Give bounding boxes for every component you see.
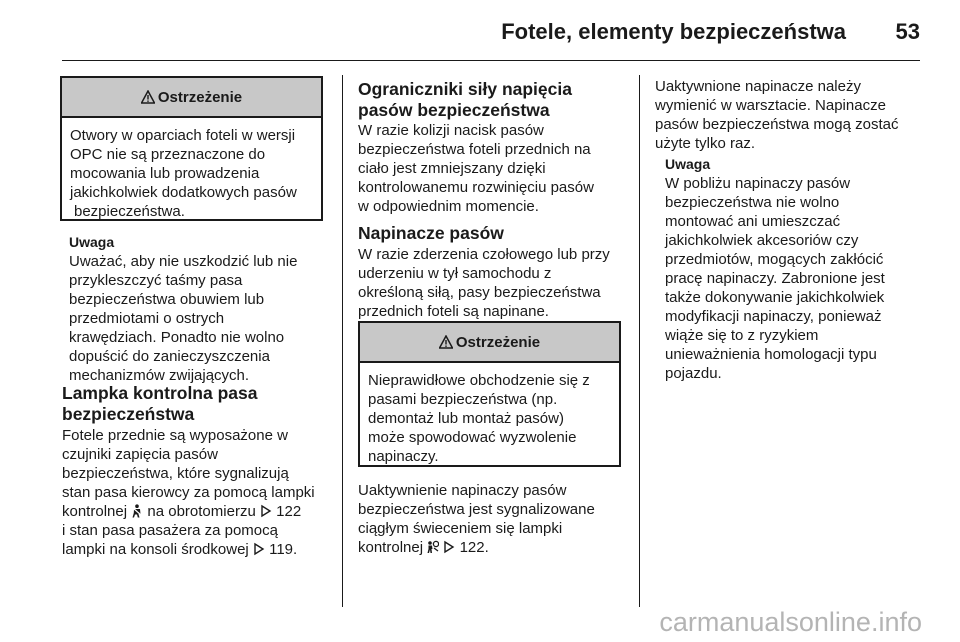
- text-line: ciało jest zmniejszany dzięki: [358, 160, 546, 177]
- text-line: pasami bezpieczeństwa (np.: [368, 391, 558, 408]
- text-line: wiąże się to z ryzykiem: [665, 327, 819, 344]
- warning-heading: Ostrzeżenie: [455, 333, 541, 351]
- text-fragment: na obrotomierzu: [147, 503, 256, 520]
- text-line: czujniki zapięcia pasów: [62, 446, 218, 463]
- warning-triangle-icon: [141, 90, 155, 104]
- warning-box-opc-seats: [60, 76, 323, 221]
- text-line: Uaktywnienie napinaczy pasów: [358, 482, 567, 499]
- text-line: W pobliżu napinaczy pasów: [665, 175, 851, 192]
- seatbelt-reminder-icon: [131, 504, 143, 518]
- text-line: montować ani umieszczać: [665, 213, 841, 230]
- text-line: użyte tylko raz.: [655, 135, 756, 152]
- text-line: przedmiotów, mogących zakłócić: [665, 251, 884, 268]
- text-line: modyfikacji napinaczy, ponieważ: [665, 308, 882, 325]
- note-label: Uwaga: [665, 156, 711, 172]
- watermark: carmanualsonline.info: [659, 607, 922, 637]
- text-line: kontrolowanemu rozwinięciu pasów: [358, 179, 594, 196]
- note-belt-damage: [69, 233, 297, 385]
- text-line: i stan pasa pasażera za pomocą: [62, 522, 278, 539]
- text-line: Nieprawidłowe obchodzenie się z: [368, 372, 590, 389]
- text-line: mocowania lub prowadzenia: [70, 165, 260, 182]
- text-line: bezpieczeństwa jest sygnalizowane: [358, 501, 595, 518]
- page-reference-arrow-icon[interactable]: [260, 504, 272, 518]
- page-reference-link[interactable]: 122: [276, 503, 302, 520]
- text-line: unieważnienia homologacji typu: [665, 346, 877, 363]
- note-accessories: [665, 155, 885, 383]
- text-line: w odpowiednim momencie.: [358, 198, 539, 215]
- page-reference-arrow-icon[interactable]: [443, 540, 455, 554]
- text-line: [358, 538, 595, 557]
- text-line: bezpieczeństwa nie wolno: [665, 194, 840, 211]
- text-line: napinaczy.: [368, 448, 439, 465]
- text-line: [62, 502, 315, 521]
- text-line: mechanizmów zwijających.: [69, 367, 250, 384]
- text-line: przedmiotami o ostrych: [69, 310, 225, 327]
- page-header-title: Fotele, elementy bezpieczeństwa: [501, 19, 846, 44]
- text-line: demontaż lub montaż pasów): [368, 410, 564, 427]
- text-line: bezpieczeństwa foteli przednich na: [358, 141, 591, 158]
- text-line: przykleszczyć taśmy pasa: [69, 272, 243, 289]
- heading-line: Lampka kontrolna pasa: [62, 383, 258, 403]
- text-fragment: lampki na konsoli środkowej: [62, 541, 249, 558]
- section-body-pretensioners: [358, 245, 610, 321]
- text-line: jakichkolwiek dodatkowych pasów: [70, 184, 297, 201]
- header-divider: [62, 60, 920, 61]
- text-line: pracę napinaczy. Zabronione jest: [665, 270, 885, 287]
- warning-box-header: [62, 78, 321, 118]
- section-heading-load-limiters: [358, 79, 572, 121]
- text-line: przednich foteli są napinane.: [358, 303, 549, 320]
- text-line: może spowodować wyzwolenie: [368, 429, 577, 446]
- warning-body: [62, 118, 321, 221]
- paragraph-pretensioner-activation: [358, 481, 595, 557]
- text-line: krawędziach. Ponadto nie wolno: [69, 329, 285, 346]
- page-reference-link[interactable]: 122.: [459, 539, 489, 556]
- column-divider-1: [342, 75, 343, 607]
- text-fragment: kontrolnej: [358, 539, 424, 556]
- text-line: ciągłym świeceniem się lampki: [358, 520, 563, 537]
- text-line: Fotele przednie są wyposażone w: [62, 427, 288, 444]
- text-line: W razie zderzenia czołowego lub przy: [358, 246, 610, 263]
- page-reference-arrow-icon[interactable]: [253, 542, 265, 556]
- note-label: Uwaga: [69, 234, 115, 250]
- warning-heading: Ostrzeżenie: [157, 88, 243, 106]
- section-heading-pretensioners: Napinacze pasów: [358, 223, 504, 243]
- section-body-seatbelt-light: [62, 426, 315, 559]
- text-line: dopuścić do zanieczyszczenia: [69, 348, 270, 365]
- heading-line: Ograniczniki siły napięcia: [358, 79, 572, 99]
- text-line: uderzeniu w tył samochodu z: [358, 265, 552, 282]
- warning-triangle-icon: [439, 335, 453, 349]
- page-reference-link[interactable]: 119.: [269, 541, 298, 558]
- page-number: 53: [895, 19, 920, 44]
- text-line: OPC nie są przeznaczone do: [70, 146, 266, 163]
- text-line: W razie kolizji nacisk pasów: [358, 122, 544, 139]
- text-line: pojazdu.: [665, 365, 722, 382]
- heading-line: pasów bezpieczeństwa: [358, 100, 550, 120]
- text-line: bezpieczeństwa, które sygnalizują: [62, 465, 289, 482]
- airbag-pretensioner-icon: [427, 540, 439, 554]
- heading-line: bezpieczeństwa: [62, 404, 195, 424]
- section-body-load-limiters: [358, 121, 594, 216]
- text-line: Uważać, aby nie uszkodzić lub nie: [69, 253, 298, 270]
- text-line: bezpieczeństwa.: [74, 203, 185, 220]
- section-heading-seatbelt-light: [62, 383, 257, 425]
- warning-body: [360, 363, 619, 466]
- column-divider-2: [639, 75, 640, 607]
- text-line: bezpieczeństwa obuwiem lub: [69, 291, 265, 308]
- warning-box-pretensioners: [358, 321, 621, 467]
- text-line: wymienić w warsztacie. Napinacze: [655, 97, 886, 114]
- text-line: stan pasa kierowcy za pomocą lampki: [62, 484, 315, 501]
- text-fragment: kontrolnej: [62, 503, 128, 520]
- text-line: także dokonywanie jakichkolwiek: [665, 289, 885, 306]
- text-line: [62, 540, 315, 559]
- text-line: jakichkolwiek akcesoriów czy: [665, 232, 859, 249]
- paragraph-pretensioner-replacement: [655, 77, 898, 153]
- text-line: Uaktywnione napinacze należy: [655, 78, 861, 95]
- text-line: określoną siłą, pasy bezpieczeństwa: [358, 284, 601, 301]
- text-line: Otwory w oparciach foteli w wersji: [70, 127, 296, 144]
- text-line: pasów bezpieczeństwa mogą zostać: [655, 116, 899, 133]
- warning-box-header: [360, 323, 619, 363]
